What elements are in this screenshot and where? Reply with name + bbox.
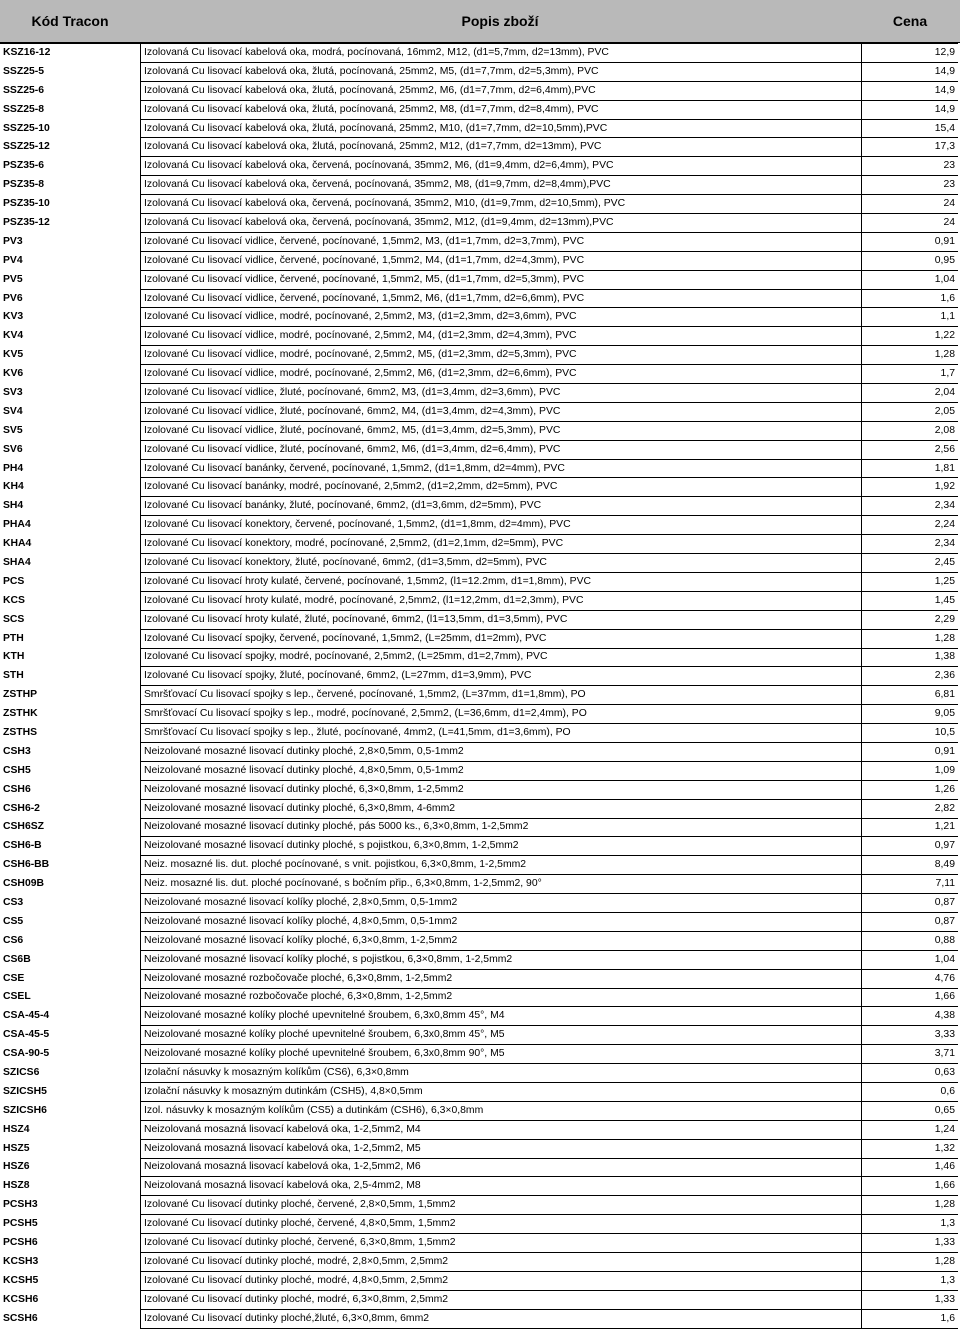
table-row [0, 1196, 958, 1215]
product-price: 1,33 [862, 1234, 959, 1253]
table-row [0, 138, 958, 157]
table-row [0, 554, 958, 573]
product-price: 1,24 [862, 1120, 959, 1139]
product-price: 1,6 [862, 1309, 959, 1328]
product-price: 14,9 [862, 100, 959, 119]
product-description: Smršťovací Cu lisovací spojky s lep., modré, pocínované, 2,5mm2, (L=36,6mm, d1=2,4mm), PO [141, 705, 862, 724]
product-price: 1,6 [862, 289, 959, 308]
product-description: Izolovaná Cu lisovací kabelová oka, žlutá, pocínovaná, 25mm2, M12, (d1=7,7mm, d2=13mm), PVC [141, 138, 862, 157]
product-code: SZICSH6 [0, 1101, 141, 1120]
product-description: Smršťovací Cu lisovací spojky s lep., žluté, pocínované, 4mm2, (L=41,5mm, d1=3,6mm), PO [141, 724, 862, 743]
product-description: Izolované Cu lisovací vidlice, modré, pocínované, 2,5mm2, M5, (d1=2,3mm, d2=5,3mm), PVC [141, 346, 862, 365]
product-code: CS5 [0, 912, 141, 931]
table-row [0, 232, 958, 251]
product-description: Izolované Cu lisovací vidlice, žluté, pocínované, 6mm2, M4, (d1=3,4mm, d2=4,3mm), PVC [141, 402, 862, 421]
product-code: ZSTHS [0, 724, 141, 743]
product-description: Neizolované mosazné kolíky ploché upevnitelné šroubem, 6,3x0,8mm 45°, M5 [141, 1026, 862, 1045]
product-code: CSH6-BB [0, 856, 141, 875]
product-code: SV4 [0, 402, 141, 421]
product-price: 1,22 [862, 327, 959, 346]
table-row [0, 629, 958, 648]
product-price: 2,24 [862, 516, 959, 535]
product-code: SSZ25-6 [0, 81, 141, 100]
product-price: 12,9 [862, 44, 959, 63]
table-row [0, 346, 958, 365]
product-price: 0,91 [862, 232, 959, 251]
product-code: CSH6 [0, 780, 141, 799]
product-code: KHA4 [0, 535, 141, 554]
product-description: Neizolované mosazné lisovací dutinky ploché, 6,3×0,8mm, 1-2,5mm2 [141, 780, 862, 799]
table-row [0, 1007, 958, 1026]
product-description: Smršťovací Cu lisovací spojky s lep., červené, pocínované, 1,5mm2, (L=37mm, d1=1,8mm), PO [141, 686, 862, 705]
product-price: 0,63 [862, 1064, 959, 1083]
product-code: STH [0, 667, 141, 686]
table-row [0, 1158, 958, 1177]
table-row [0, 818, 958, 837]
product-price: 0,91 [862, 742, 959, 761]
product-code: CSH3 [0, 742, 141, 761]
product-price: 23 [862, 157, 959, 176]
product-code: SZICSH5 [0, 1082, 141, 1101]
table-header [0, 0, 960, 43]
product-price: 1,66 [862, 1177, 959, 1196]
table-row [0, 1290, 958, 1309]
product-code: SCS [0, 610, 141, 629]
table-row [0, 724, 958, 743]
product-price: 1,45 [862, 591, 959, 610]
product-code: HSZ5 [0, 1139, 141, 1158]
product-code: CS6B [0, 950, 141, 969]
table-row [0, 1045, 958, 1064]
product-description: Izolované Cu lisovací hroty kulaté, červené, pocínované, 1,5mm2, (l1=12.2mm, d1=1,8mm), PVC [141, 572, 862, 591]
product-description: Neizolované mosazné lisovací dutinky ploché, 6,3×0,8mm, 4-6mm2 [141, 799, 862, 818]
product-price: 1,66 [862, 988, 959, 1007]
product-price: 2,82 [862, 799, 959, 818]
table-row [0, 402, 958, 421]
product-description: Izolované Cu lisovací dutinky ploché, modré, 6,3×0,8mm, 2,5mm2 [141, 1290, 862, 1309]
table-row [0, 912, 958, 931]
table-row [0, 365, 958, 384]
product-price: 2,45 [862, 554, 959, 573]
product-description: Izolované Cu lisovací banánky, modré, pocínované, 2,5mm2, (d1=2,2mm, d2=5mm), PVC [141, 478, 862, 497]
table-row [0, 1139, 958, 1158]
product-description: Izolované Cu lisovací spojky, modré, pocínované, 2,5mm2, (L=25mm, d1=2,7mm), PVC [141, 648, 862, 667]
product-price: 0,88 [862, 931, 959, 950]
product-code: PCSH6 [0, 1234, 141, 1253]
product-description: Izolované Cu lisovací dutinky ploché, červené, 6,3×0,8mm, 1,5mm2 [141, 1234, 862, 1253]
product-code: KV4 [0, 327, 141, 346]
product-description: Neizolovaná mosazná lisovací kabelová oka, 1-2,5mm2, M5 [141, 1139, 862, 1158]
product-description: Izolovaná Cu lisovací kabelová oka, modrá, pocínovaná, 16mm2, M12, (d1=5,7mm, d2=13mm), PVC [141, 44, 862, 63]
product-description: Izolované Cu lisovací dutinky ploché, modré, 2,8×0,5mm, 2,5mm2 [141, 1253, 862, 1272]
product-price: 0,87 [862, 912, 959, 931]
product-code: SV3 [0, 384, 141, 403]
product-price: 1,1 [862, 308, 959, 327]
table-row [0, 535, 958, 554]
product-code: PV3 [0, 232, 141, 251]
product-description: Izolované Cu lisovací banánky, žluté, pocínované, 6mm2, (d1=3,6mm, d2=5mm), PVC [141, 497, 862, 516]
product-price: 1,32 [862, 1139, 959, 1158]
product-description: Izolované Cu lisovací dutinky ploché, červené, 4,8×0,5mm, 1,5mm2 [141, 1215, 862, 1234]
table-row [0, 478, 958, 497]
product-price: 14,9 [862, 62, 959, 81]
table-row [0, 195, 958, 214]
product-description: Izolované Cu lisovací vidlice, modré, pocínované, 2,5mm2, M3, (d1=2,3mm, d2=3,6mm), PVC [141, 308, 862, 327]
product-description: Izolované Cu lisovací hroty kulaté, žluté, pocínované, 6mm2, (l1=13,5mm, d1=3,5mm), PVC [141, 610, 862, 629]
table-row [0, 988, 958, 1007]
product-code: PV6 [0, 289, 141, 308]
product-code: KCS [0, 591, 141, 610]
table-row [0, 572, 958, 591]
product-price: 2,04 [862, 384, 959, 403]
table-row [0, 100, 958, 119]
table-row [0, 81, 958, 100]
product-description: Neizolovaná mosazná lisovací kabelová oka, 1-2,5mm2, M4 [141, 1120, 862, 1139]
product-description: Izolovaná Cu lisovací kabelová oka, žlutá, pocínovaná, 25mm2, M6, (d1=7,7mm, d2=6,4mm),PVC [141, 81, 862, 100]
table-row [0, 516, 958, 535]
table-row [0, 1064, 958, 1083]
product-price: 2,05 [862, 402, 959, 421]
product-description: Izolované Cu lisovací vidlice, červené, pocínované, 1,5mm2, M6, (d1=1,7mm, d2=6,6mm), PVC [141, 289, 862, 308]
product-description: Izolované Cu lisovací vidlice, červené, pocínované, 1,5mm2, M5, (d1=1,7mm, d2=5,3mm), PVC [141, 270, 862, 289]
product-price: 24 [862, 195, 959, 214]
product-code: KTH [0, 648, 141, 667]
table-row [0, 176, 958, 195]
table-row [0, 384, 958, 403]
product-description: Neizolované mosazné rozbočovače ploché, 6,3×0,8mm, 1-2,5mm2 [141, 969, 862, 988]
table-row [0, 875, 958, 894]
product-description: Izolované Cu lisovací konektory, žluté, pocínované, 6mm2, (d1=3,5mm, d2=5mm), PVC [141, 554, 862, 573]
table-row [0, 1082, 958, 1101]
product-price: 1,7 [862, 365, 959, 384]
product-price: 4,76 [862, 969, 959, 988]
product-description: Izolované Cu lisovací konektory, červené, pocínované, 1,5mm2, (d1=1,8mm, d2=4mm), PVC [141, 516, 862, 535]
product-price: 1,04 [862, 270, 959, 289]
product-description: Izolované Cu lisovací spojky, červené, pocínované, 1,5mm2, (L=25mm, d1=2mm), PVC [141, 629, 862, 648]
product-price: 0,97 [862, 837, 959, 856]
product-price: 0,95 [862, 251, 959, 270]
product-description: Izolovaná Cu lisovací kabelová oka, červená, pocínovaná, 35mm2, M12, (d1=9,4mm, d2=13mm),PVC [141, 214, 862, 233]
product-code: CSH09B [0, 875, 141, 894]
product-code: PV5 [0, 270, 141, 289]
product-description: Izolované Cu lisovací vidlice, žluté, pocínované, 6mm2, M6, (d1=3,4mm, d2=6,4mm), PVC [141, 440, 862, 459]
product-price: 1,81 [862, 459, 959, 478]
header-price: Cena [892, 13, 928, 29]
product-price: 1,04 [862, 950, 959, 969]
product-description: Neizolované mosazné kolíky ploché upevnitelné šroubem, 6,3x0,8mm 90°, M5 [141, 1045, 862, 1064]
product-code: CS6 [0, 931, 141, 950]
table-row [0, 44, 958, 63]
product-description: Neizolované mosazné lisovací kolíky ploché, 4,8×0,5mm, 0,5-1mm2 [141, 912, 862, 931]
product-price: 1,33 [862, 1290, 959, 1309]
product-description: Neizolovaná mosazná lisovací kabelová oka, 1-2,5mm2, M6 [141, 1158, 862, 1177]
table-row [0, 1177, 958, 1196]
table-row [0, 610, 958, 629]
product-price: 7,11 [862, 875, 959, 894]
product-code: CSEL [0, 988, 141, 1007]
product-code: CSH6SZ [0, 818, 141, 837]
product-description: Izolované Cu lisovací banánky, červené, pocínované, 1,5mm2, (d1=1,8mm, d2=4mm), PVC [141, 459, 862, 478]
product-description: Izolované Cu lisovací vidlice, žluté, pocínované, 6mm2, M5, (d1=3,4mm, d2=5,3mm), PVC [141, 421, 862, 440]
product-code: CSH5 [0, 761, 141, 780]
product-code: CSA-90-5 [0, 1045, 141, 1064]
product-price: 2,56 [862, 440, 959, 459]
table-row [0, 1101, 958, 1120]
product-description: Neizolované mosazné lisovací kolíky ploché, 2,8×0,5mm, 0,5-1mm2 [141, 894, 862, 913]
product-description: Izolované Cu lisovací vidlice, modré, pocínované, 2,5mm2, M6, (d1=2,3mm, d2=6,6mm), PVC [141, 365, 862, 384]
table-row [0, 497, 958, 516]
product-description: Izolovaná Cu lisovací kabelová oka, žlutá, pocínovaná, 25mm2, M8, (d1=7,7mm, d2=8,4mm), PVC [141, 100, 862, 119]
table-row [0, 931, 958, 950]
table-row [0, 421, 958, 440]
table-row [0, 270, 958, 289]
product-price: 3,71 [862, 1045, 959, 1064]
product-code: CS3 [0, 894, 141, 913]
product-code: PV4 [0, 251, 141, 270]
product-price: 1,3 [862, 1215, 959, 1234]
table-row [0, 742, 958, 761]
product-price: 0,65 [862, 1101, 959, 1120]
product-code: PSZ35-8 [0, 176, 141, 195]
product-price: 15,4 [862, 119, 959, 138]
product-code: ZSTHP [0, 686, 141, 705]
product-description: Izolovaná Cu lisovací kabelová oka, červená, pocínovaná, 35mm2, M10, (d1=9,7mm, d2=10,5mm), PVC [141, 195, 862, 214]
product-description: Izolovaná Cu lisovací kabelová oka, žlutá, pocínovaná, 25mm2, M10, (d1=7,7mm, d2=10,5mm),PVC [141, 119, 862, 138]
table-row [0, 761, 958, 780]
product-price: 24 [862, 214, 959, 233]
product-price: 2,08 [862, 421, 959, 440]
product-price: 1,46 [862, 1158, 959, 1177]
product-code: CSA-45-4 [0, 1007, 141, 1026]
product-code: PH4 [0, 459, 141, 478]
product-description: Izolované Cu lisovací vidlice, červené, pocínované, 1,5mm2, M3, (d1=1,7mm, d2=3,7mm), PVC [141, 232, 862, 251]
product-code: KCSH3 [0, 1253, 141, 1272]
product-code: SZICS6 [0, 1064, 141, 1083]
product-description: Izolované Cu lisovací dutinky ploché, červené, 2,8×0,5mm, 1,5mm2 [141, 1196, 862, 1215]
product-description: Izolované Cu lisovací spojky, žluté, pocínované, 6mm2, (L=27mm, d1=3,9mm), PVC [141, 667, 862, 686]
table-row [0, 648, 958, 667]
product-price: 1,09 [862, 761, 959, 780]
table-row [0, 1120, 958, 1139]
product-description: Izolované Cu lisovací vidlice, žluté, pocínované, 6mm2, M3, (d1=3,4mm, d2=3,6mm), PVC [141, 384, 862, 403]
product-price: 2,29 [862, 610, 959, 629]
product-description: Neizolované mosazné kolíky ploché upevnitelné šroubem, 6,3x0,8mm 45°, M4 [141, 1007, 862, 1026]
table-row [0, 1215, 958, 1234]
table-row [0, 837, 958, 856]
product-code: KV3 [0, 308, 141, 327]
product-price: 2,36 [862, 667, 959, 686]
product-description: Izolované Cu lisovací vidlice, červené, pocínované, 1,5mm2, M4, (d1=1,7mm, d2=4,3mm), PVC [141, 251, 862, 270]
product-price: 2,34 [862, 497, 959, 516]
product-code: HSZ6 [0, 1158, 141, 1177]
table-row [0, 214, 958, 233]
product-price: 1,25 [862, 572, 959, 591]
product-description: Neizolované mosazné lisovací dutinky ploché, 2,8×0,5mm, 0,5-1mm2 [141, 742, 862, 761]
product-code: KCSH5 [0, 1271, 141, 1290]
product-code: SV5 [0, 421, 141, 440]
product-price: 4,38 [862, 1007, 959, 1026]
product-code: ZSTHK [0, 705, 141, 724]
table-row [0, 780, 958, 799]
product-description: Izolovaná Cu lisovací kabelová oka, červená, pocínovaná, 35mm2, M8, (d1=9,7mm, d2=8,4mm),PVC [141, 176, 862, 195]
product-price: 9,05 [862, 705, 959, 724]
product-code: PSZ35-12 [0, 214, 141, 233]
product-code: HSZ8 [0, 1177, 141, 1196]
table-row [0, 950, 958, 969]
product-code: PTH [0, 629, 141, 648]
product-price: 1,21 [862, 818, 959, 837]
table-row [0, 705, 958, 724]
table-row [0, 686, 958, 705]
product-description: Neizolované mosazné lisovací dutinky ploché, 4,8×0,5mm, 0,5-1mm2 [141, 761, 862, 780]
product-price: 2,34 [862, 535, 959, 554]
table-row [0, 157, 958, 176]
product-description: Izolační násuvky k mosazným dutinkám (CSH5), 4,8×0,5mm [141, 1082, 862, 1101]
table-row [0, 327, 958, 346]
table-row [0, 440, 958, 459]
product-price: 10,5 [862, 724, 959, 743]
product-code: HSZ4 [0, 1120, 141, 1139]
table-row [0, 289, 958, 308]
table-row [0, 667, 958, 686]
product-description: Neiz. mosazné lis. dut. ploché pocínované, s bočním přip., 6,3×0,8mm, 1-2,5mm2, 90° [141, 875, 862, 894]
product-description: Izolované Cu lisovací konektory, modré, pocínované, 2,5mm2, (d1=2,1mm, d2=5mm), PVC [141, 535, 862, 554]
product-code: PCS [0, 572, 141, 591]
product-code: SH4 [0, 497, 141, 516]
product-code: CSH6-B [0, 837, 141, 856]
product-price: 1,92 [862, 478, 959, 497]
product-code: PSZ35-6 [0, 157, 141, 176]
table-row [0, 62, 958, 81]
product-code: KSZ16-12 [0, 44, 141, 63]
product-description: Izolační násuvky k mosazným kolíkům (CS6), 6,3×0,8mm [141, 1064, 862, 1083]
product-description: Neizolované mosazné lisovací kolíky ploché, s pojistkou, 6,3×0,8mm, 1-2,5mm2 [141, 950, 862, 969]
product-price: 1,38 [862, 648, 959, 667]
product-code: CSA-45-5 [0, 1026, 141, 1045]
product-code: SV6 [0, 440, 141, 459]
product-code: SCSH6 [0, 1309, 141, 1328]
product-code: CSH6-2 [0, 799, 141, 818]
product-description: Neizolované mosazné rozbočovače ploché, 6,3×0,8mm, 1-2,5mm2 [141, 988, 862, 1007]
product-code: PCSH5 [0, 1215, 141, 1234]
header-description: Popis zboží [461, 13, 539, 29]
product-price: 1,28 [862, 1253, 959, 1272]
product-code: SHA4 [0, 554, 141, 573]
product-price: 3,33 [862, 1026, 959, 1045]
table-row [0, 119, 958, 138]
table-row [0, 1253, 958, 1272]
product-price: 1,28 [862, 629, 959, 648]
product-code: KV6 [0, 365, 141, 384]
product-description: Izolované Cu lisovací dutinky ploché,žluté, 6,3×0,8mm, 6mm2 [141, 1309, 862, 1328]
table-row [0, 856, 958, 875]
product-description: Izolované Cu lisovací vidlice, modré, pocínované, 2,5mm2, M4, (d1=2,3mm, d2=4,3mm), PVC [141, 327, 862, 346]
product-description: Neizolované mosazné lisovací kolíky ploché, 6,3×0,8mm, 1-2,5mm2 [141, 931, 862, 950]
product-code: SSZ25-5 [0, 62, 141, 81]
product-description: Izolovaná Cu lisovací kabelová oka, žlutá, pocínovaná, 25mm2, M5, (d1=7,7mm, d2=5,3mm), PVC [141, 62, 862, 81]
table-row [0, 1309, 958, 1328]
product-description: Neizolovaná mosazná lisovací kabelová oka, 2,5-4mm2, M8 [141, 1177, 862, 1196]
product-code: PHA4 [0, 516, 141, 535]
product-description: Izol. násuvky k mosazným kolíkům (CS5) a dutinkám (CSH6), 6,3×0,8mm [141, 1101, 862, 1120]
product-price: 6,81 [862, 686, 959, 705]
table-row [0, 799, 958, 818]
product-price: 17,3 [862, 138, 959, 157]
product-code: PSZ35-10 [0, 195, 141, 214]
product-price: 0,6 [862, 1082, 959, 1101]
price-table [0, 43, 958, 1329]
product-price: 1,28 [862, 346, 959, 365]
product-price: 1,28 [862, 1196, 959, 1215]
product-code: PCSH3 [0, 1196, 141, 1215]
product-price: 23 [862, 176, 959, 195]
product-code: CSE [0, 969, 141, 988]
table-row [0, 1234, 958, 1253]
product-price: 8,49 [862, 856, 959, 875]
product-price: 0,87 [862, 894, 959, 913]
product-price: 1,3 [862, 1271, 959, 1290]
product-description: Neizolované mosazné lisovací dutinky ploché, pás 5000 ks., 6,3×0,8mm, 1-2,5mm2 [141, 818, 862, 837]
product-price: 14,9 [862, 81, 959, 100]
table-row [0, 894, 958, 913]
table-row [0, 459, 958, 478]
product-price: 1,26 [862, 780, 959, 799]
product-code: KCSH6 [0, 1290, 141, 1309]
product-code: SSZ25-10 [0, 119, 141, 138]
table-row [0, 1026, 958, 1045]
table-row [0, 1271, 958, 1290]
table-row [0, 591, 958, 610]
product-code: SSZ25-8 [0, 100, 141, 119]
product-description: Izolované Cu lisovací dutinky ploché, modré, 4,8×0,5mm, 2,5mm2 [141, 1271, 862, 1290]
table-row [0, 969, 958, 988]
table-row [0, 251, 958, 270]
product-description: Neiz. mosazné lis. dut. ploché pocínované, s vnit. pojistkou, 6,3×0,8mm, 1-2,5mm2 [141, 856, 862, 875]
table-row [0, 308, 958, 327]
product-description: Izolované Cu lisovací hroty kulaté, modré, pocínované, 2,5mm2, (l1=12,2mm, d1=2,3mm), PVC [141, 591, 862, 610]
product-code: KH4 [0, 478, 141, 497]
product-description: Izolovaná Cu lisovací kabelová oka, červená, pocínovaná, 35mm2, M6, (d1=9,4mm, d2=6,4mm), PVC [141, 157, 862, 176]
product-description: Neizolované mosazné lisovací dutinky ploché, s pojistkou, 6,3×0,8mm, 1-2,5mm2 [141, 837, 862, 856]
product-code: KV5 [0, 346, 141, 365]
header-code: Kód Tracon [31, 13, 109, 29]
product-code: SSZ25-12 [0, 138, 141, 157]
